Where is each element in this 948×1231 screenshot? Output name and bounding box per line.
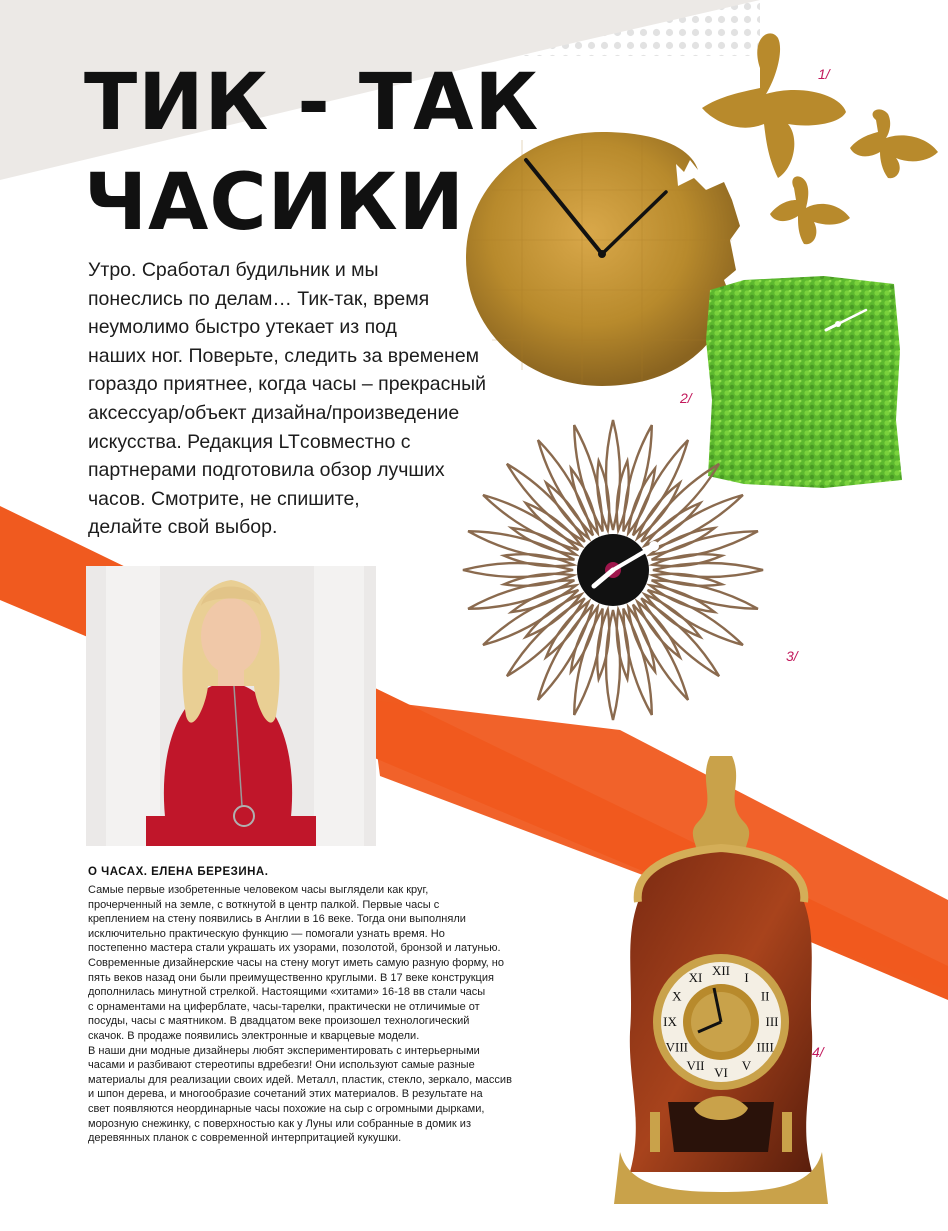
body-line: исключительно практическую функцию — помогали узнать время. Но bbox=[88, 927, 445, 940]
body-line: дополнилась минутной стрелкой. Настоящими «хитами» 16-18 вв стали часы bbox=[88, 986, 486, 999]
petal bbox=[511, 528, 576, 555]
clock-numeral: IIII bbox=[756, 1039, 774, 1055]
clock-numeral: XII bbox=[711, 963, 731, 978]
item-number-2: 2/ bbox=[680, 390, 692, 406]
body-line: с орнаментами на циферблате, часы-тарелки, практически не отличимые от bbox=[88, 1000, 480, 1013]
clock-numeral: V bbox=[741, 1058, 752, 1074]
petal bbox=[650, 528, 715, 555]
item-number-4: 4/ bbox=[812, 1044, 824, 1060]
petal bbox=[628, 607, 655, 672]
body-text bbox=[88, 883, 568, 1146]
petal bbox=[617, 461, 629, 530]
intro-line: понеслись по делам… Тик-так, время bbox=[88, 287, 430, 310]
clock-numeral: I bbox=[744, 969, 749, 985]
clock-numeral: VI bbox=[714, 1065, 728, 1080]
item-number-1: 1/ bbox=[818, 66, 830, 82]
body-line: морозную снежинку, с поверхностью как у Луны или собранные в домик из bbox=[88, 1117, 471, 1130]
body-line: скачок. В продаже появились электронные и кварцевые модели. bbox=[88, 1029, 420, 1042]
body-line: постепенно мастера стали украшать их узорами, позолотой, бронзой и латунью. bbox=[88, 942, 501, 955]
clock-numeral: X bbox=[672, 988, 682, 1004]
body-line: креплением на стену появились в Англии в 16 веке. Тогда они выполняли bbox=[88, 913, 466, 926]
clock-numeral: III bbox=[765, 1014, 779, 1029]
intro-paragraph bbox=[88, 256, 508, 542]
intro-line: наших ног. Поверьте, следить за временем bbox=[88, 344, 480, 367]
petal bbox=[653, 574, 722, 586]
body-line: пять веков назад они были преимущественно круглыми. В 17 веке конструкция bbox=[88, 971, 494, 984]
sunflower-clock-image bbox=[458, 410, 768, 730]
intro-line: гораздо приятнее, когда часы – прекрасный bbox=[88, 373, 487, 396]
petal bbox=[597, 610, 609, 679]
page-title-line-1: ТИК - ТАК bbox=[84, 58, 540, 148]
petal bbox=[650, 585, 715, 612]
petal bbox=[628, 468, 655, 533]
body-line: В наши дни модные дизайнеры любят экспериментировать с интерьерными bbox=[88, 1044, 480, 1057]
portrait-photo bbox=[86, 566, 376, 846]
intro-line: Утро. Сработал будильник и мы bbox=[88, 259, 379, 281]
body-line: материалы для реализации своих идей. Металл, пластик, стекло, зеркало, массив bbox=[88, 1073, 512, 1086]
petal bbox=[571, 468, 598, 533]
clock-numeral: II bbox=[760, 988, 770, 1004]
clock-numeral: VIII bbox=[665, 1039, 689, 1055]
body-line: Современные дизайнерские часы на стену могут иметь самую разную форму, но bbox=[88, 956, 504, 969]
portrait-illustration bbox=[86, 566, 376, 846]
petal bbox=[504, 574, 573, 586]
body-line: и шпон дерева, и многообразие сочетаний этих материалов. В результате на bbox=[88, 1088, 483, 1101]
clock-numeral: IX bbox=[663, 1014, 677, 1029]
petal bbox=[617, 610, 629, 679]
butterflies-image bbox=[690, 28, 946, 256]
body-line: деревянных планок с современной интерпритацией кукушки. bbox=[88, 1132, 402, 1145]
body-line: Самые первые изобретенные человеком часы выглядели как круг, bbox=[88, 884, 429, 896]
item-number-3: 3/ bbox=[786, 648, 798, 664]
intro-line: искусства. Редакция LTсовместно с bbox=[88, 430, 411, 453]
section-title: О ЧАСАХ. ЕЛЕНА БЕРЕЗИНА. bbox=[88, 866, 269, 878]
body-line: прочерченный на земле, с воткнутой в центр палкой. Первые часы с bbox=[88, 898, 440, 911]
intro-line: делайте свой выбор. bbox=[88, 516, 278, 539]
petal bbox=[597, 461, 609, 530]
petal bbox=[511, 585, 576, 612]
page-title-line-2: ЧАСИКИ bbox=[84, 158, 465, 248]
body-line: свет появляются неординарные часы похожие на сыр с огромными дырками, bbox=[88, 1102, 485, 1115]
intro-line: аксессуар/объект дизайна/произведение bbox=[88, 401, 460, 424]
bracket-clock-image bbox=[598, 752, 844, 1208]
body-line: посуды, часы с маятником. В двадцатом веке произошел технологический bbox=[88, 1015, 470, 1028]
intro-line: часов. Смотрите, не спишите, bbox=[88, 487, 360, 510]
intro-line: партнерами подготовила обзор лучших bbox=[88, 459, 445, 482]
body-line: часами и разбивают стереотипы вдребезги! Они используют самые разные bbox=[88, 1059, 475, 1072]
clock-numeral: VII bbox=[686, 1058, 705, 1074]
petal bbox=[571, 607, 598, 672]
intro-line: неумолимо быстро утекает из под bbox=[88, 316, 397, 339]
petal bbox=[504, 554, 573, 566]
clock-numeral: XI bbox=[688, 969, 703, 985]
petal bbox=[653, 554, 722, 566]
